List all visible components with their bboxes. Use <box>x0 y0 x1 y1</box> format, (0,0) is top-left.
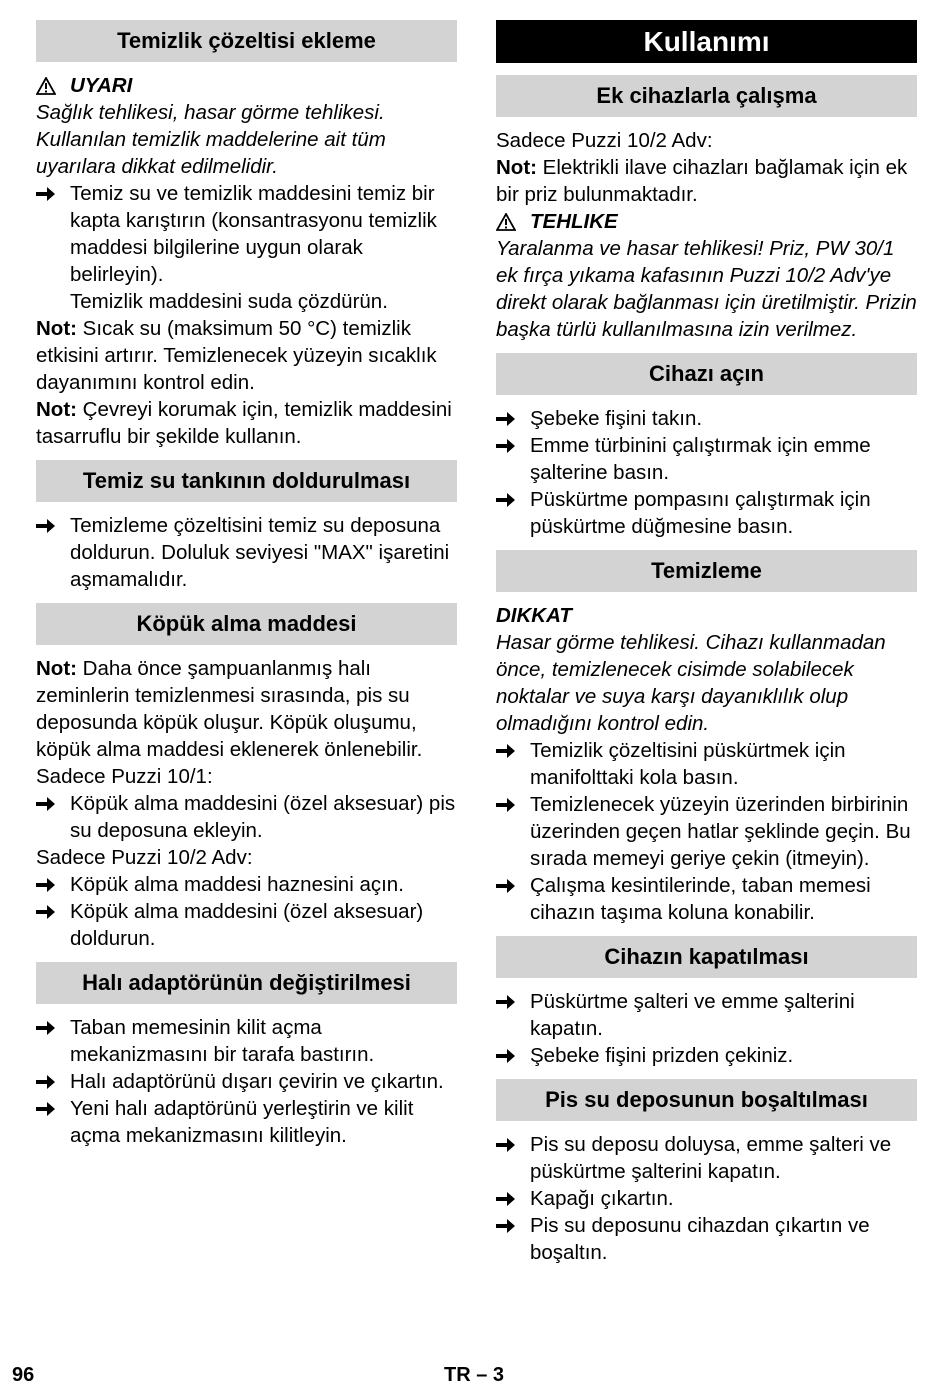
arrow-right-icon <box>496 1191 516 1207</box>
model-label: Sadece Puzzi 10/1: <box>36 765 213 788</box>
section-title-dirty-water: Pis su deposunun boşaltılması <box>496 1079 917 1121</box>
list-item: Şebeke fişini prizden çekiniz. <box>496 1042 917 1069</box>
language-page-label: TR – 3 <box>444 1364 505 1386</box>
arrow-right-icon <box>36 1074 56 1090</box>
note: Not: Elektrikli ilave cihazları bağlamak için ek bir priz bulunmaktadır. <box>496 156 908 206</box>
arrow-right-icon <box>496 797 516 813</box>
list-item: Halı adaptörünü dışarı çevirin ve çıkartın. <box>36 1068 457 1095</box>
caution-text: Hasar görme tehlikesi. Cihazı kullanmadan önce, temizlenecek cisimde solabilecek noktalar ve suya karşı dayanıklılık olup olmadığını kontrol edin. <box>496 631 886 735</box>
list-item: Pis su deposunu cihazdan çıkartın ve boşaltın. <box>496 1212 917 1266</box>
warning-triangle-icon <box>36 77 56 95</box>
section-title-fresh-water: Temiz su tankının doldurulması <box>36 460 457 502</box>
note: Not: Daha önce şampuanlanmış halı zeminlerin temizlenmesi sırasında, pis su deposunda köpük oluşur. Köpük oluşumu, köpük alma maddesi eklenerek önlenebilir. <box>36 657 423 761</box>
list-item: Köpük alma maddesini (özel aksesuar) pis su deposuna ekleyin. <box>36 790 457 844</box>
arrow-right-icon <box>496 438 516 454</box>
arrow-right-icon <box>496 1137 516 1153</box>
left-column <box>36 20 457 1149</box>
list-item: Temizleme çözeltisini temiz su deposuna doldurun. Doluluk seviyesi "MAX" işaretini aşmamalıdır. <box>36 512 457 593</box>
list-item: Püskürtme şalteri ve emme şalterini kapatın. <box>496 988 917 1042</box>
section-title-accessories: Ek cihazlarla çalışma <box>496 75 917 117</box>
list-item: Temiz su ve temizlik maddesini temiz bir kapta karıştırın (konsantrasyonu temizlik maddesi bilgilerine uygun olarak belirleyin). <box>36 180 457 288</box>
arrow-right-icon <box>496 743 516 759</box>
note: Not: Çevreyi korumak için, temizlik maddesini tasarruflu bir şekilde kullanın. <box>36 398 452 448</box>
arrow-right-icon <box>496 1048 516 1064</box>
list-item: Taban memesinin kilit açma mekanizmasını bir tarafa bastırın. <box>36 1014 457 1068</box>
list-item: Şebeke fişini takın. <box>496 405 917 432</box>
note: Not: Sıcak su (maksimum 50 °C) temizlik etkisini artırır. Temizlenecek yüzeyin sıcaklık dayanımını kontrol edin. <box>36 317 437 394</box>
right-column <box>496 20 917 1266</box>
list-item: Köpük alma maddesini (özel aksesuar) doldurun. <box>36 898 457 952</box>
list-item: Yeni halı adaptörünü yerleştirin ve kilit açma mekanizmasını kilitleyin. <box>36 1095 457 1149</box>
arrow-right-icon <box>496 1218 516 1234</box>
arrow-right-icon <box>36 1020 56 1036</box>
step-continuation: Temizlik maddesini suda çözdürün. <box>70 290 388 313</box>
danger-text: Yaralanma ve hasar tehlikesi! Priz, PW 30/1 ek fırça yıkama kafasının Puzzi 10/2 Adv'ye direkt olarak bağlanması için üretilmiştir. Prizin başka türlü kullanılmasına izin verilmez. <box>496 237 917 341</box>
list-item: Emme türbinini çalıştırmak için emme şalterine basın. <box>496 432 917 486</box>
model-label: Sadece Puzzi 10/2 Adv: <box>496 129 713 152</box>
list-item: Kapağı çıkartın. <box>496 1185 917 1212</box>
section-title-carpet-adapter: Halı adaptörünün değiştirilmesi <box>36 962 457 1004</box>
danger-heading <box>496 208 917 235</box>
danger-label: TEHLIKE <box>530 210 618 233</box>
warning-label: UYARI <box>70 74 133 97</box>
arrow-right-icon <box>36 877 56 893</box>
caution-label: DIKKAT <box>496 604 572 627</box>
list-item: Temizlik çözeltisini püskürtmek için manifolttaki kola basın. <box>496 737 917 791</box>
page-number: 96 <box>12 1364 35 1386</box>
list-item: Temizlenecek yüzeyin üzerinden birbirinin üzerinden geçen hatlar şeklinde geçin. Bu sırada memeyi geriye çekin (itmeyin). <box>496 791 917 872</box>
list-item: Pis su deposu doluysa, emme şalteri ve püskürtme şalterini kapatın. <box>496 1131 917 1185</box>
arrow-right-icon <box>36 186 56 202</box>
arrow-right-icon <box>36 1101 56 1117</box>
section-title-cleaning-solution: Temizlik çözeltisi ekleme <box>36 20 457 62</box>
arrow-right-icon <box>496 492 516 508</box>
arrow-right-icon <box>36 904 56 920</box>
arrow-right-icon <box>36 796 56 812</box>
section-title-defoamer: Köpük alma maddesi <box>36 603 457 645</box>
chapter-title: Kullanımı <box>496 20 917 63</box>
list-item: Köpük alma maddesi haznesini açın. <box>36 871 457 898</box>
arrow-right-icon <box>496 878 516 894</box>
warning-triangle-icon <box>496 213 516 231</box>
list-item: Çalışma kesintilerinde, taban memesi cihazın taşıma koluna konabilir. <box>496 872 917 926</box>
warning-text: Sağlık tehlikesi, hasar görme tehlikesi. Kullanılan temizlik maddelerine ait tüm uyarılara dikkat edilmelidir. <box>36 101 386 178</box>
arrow-right-icon <box>496 411 516 427</box>
section-title-switch-off: Cihazın kapatılması <box>496 936 917 978</box>
model-label: Sadece Puzzi 10/2 Adv: <box>36 846 253 869</box>
list-item: Püskürtme pompasını çalıştırmak için püskürtme düğmesine basın. <box>496 486 917 540</box>
arrow-right-icon <box>496 994 516 1010</box>
caution-heading <box>496 602 917 629</box>
section-title-cleaning: Temizleme <box>496 550 917 592</box>
arrow-right-icon <box>36 518 56 534</box>
warning-heading <box>36 72 457 99</box>
section-title-switch-on: Cihazı açın <box>496 353 917 395</box>
